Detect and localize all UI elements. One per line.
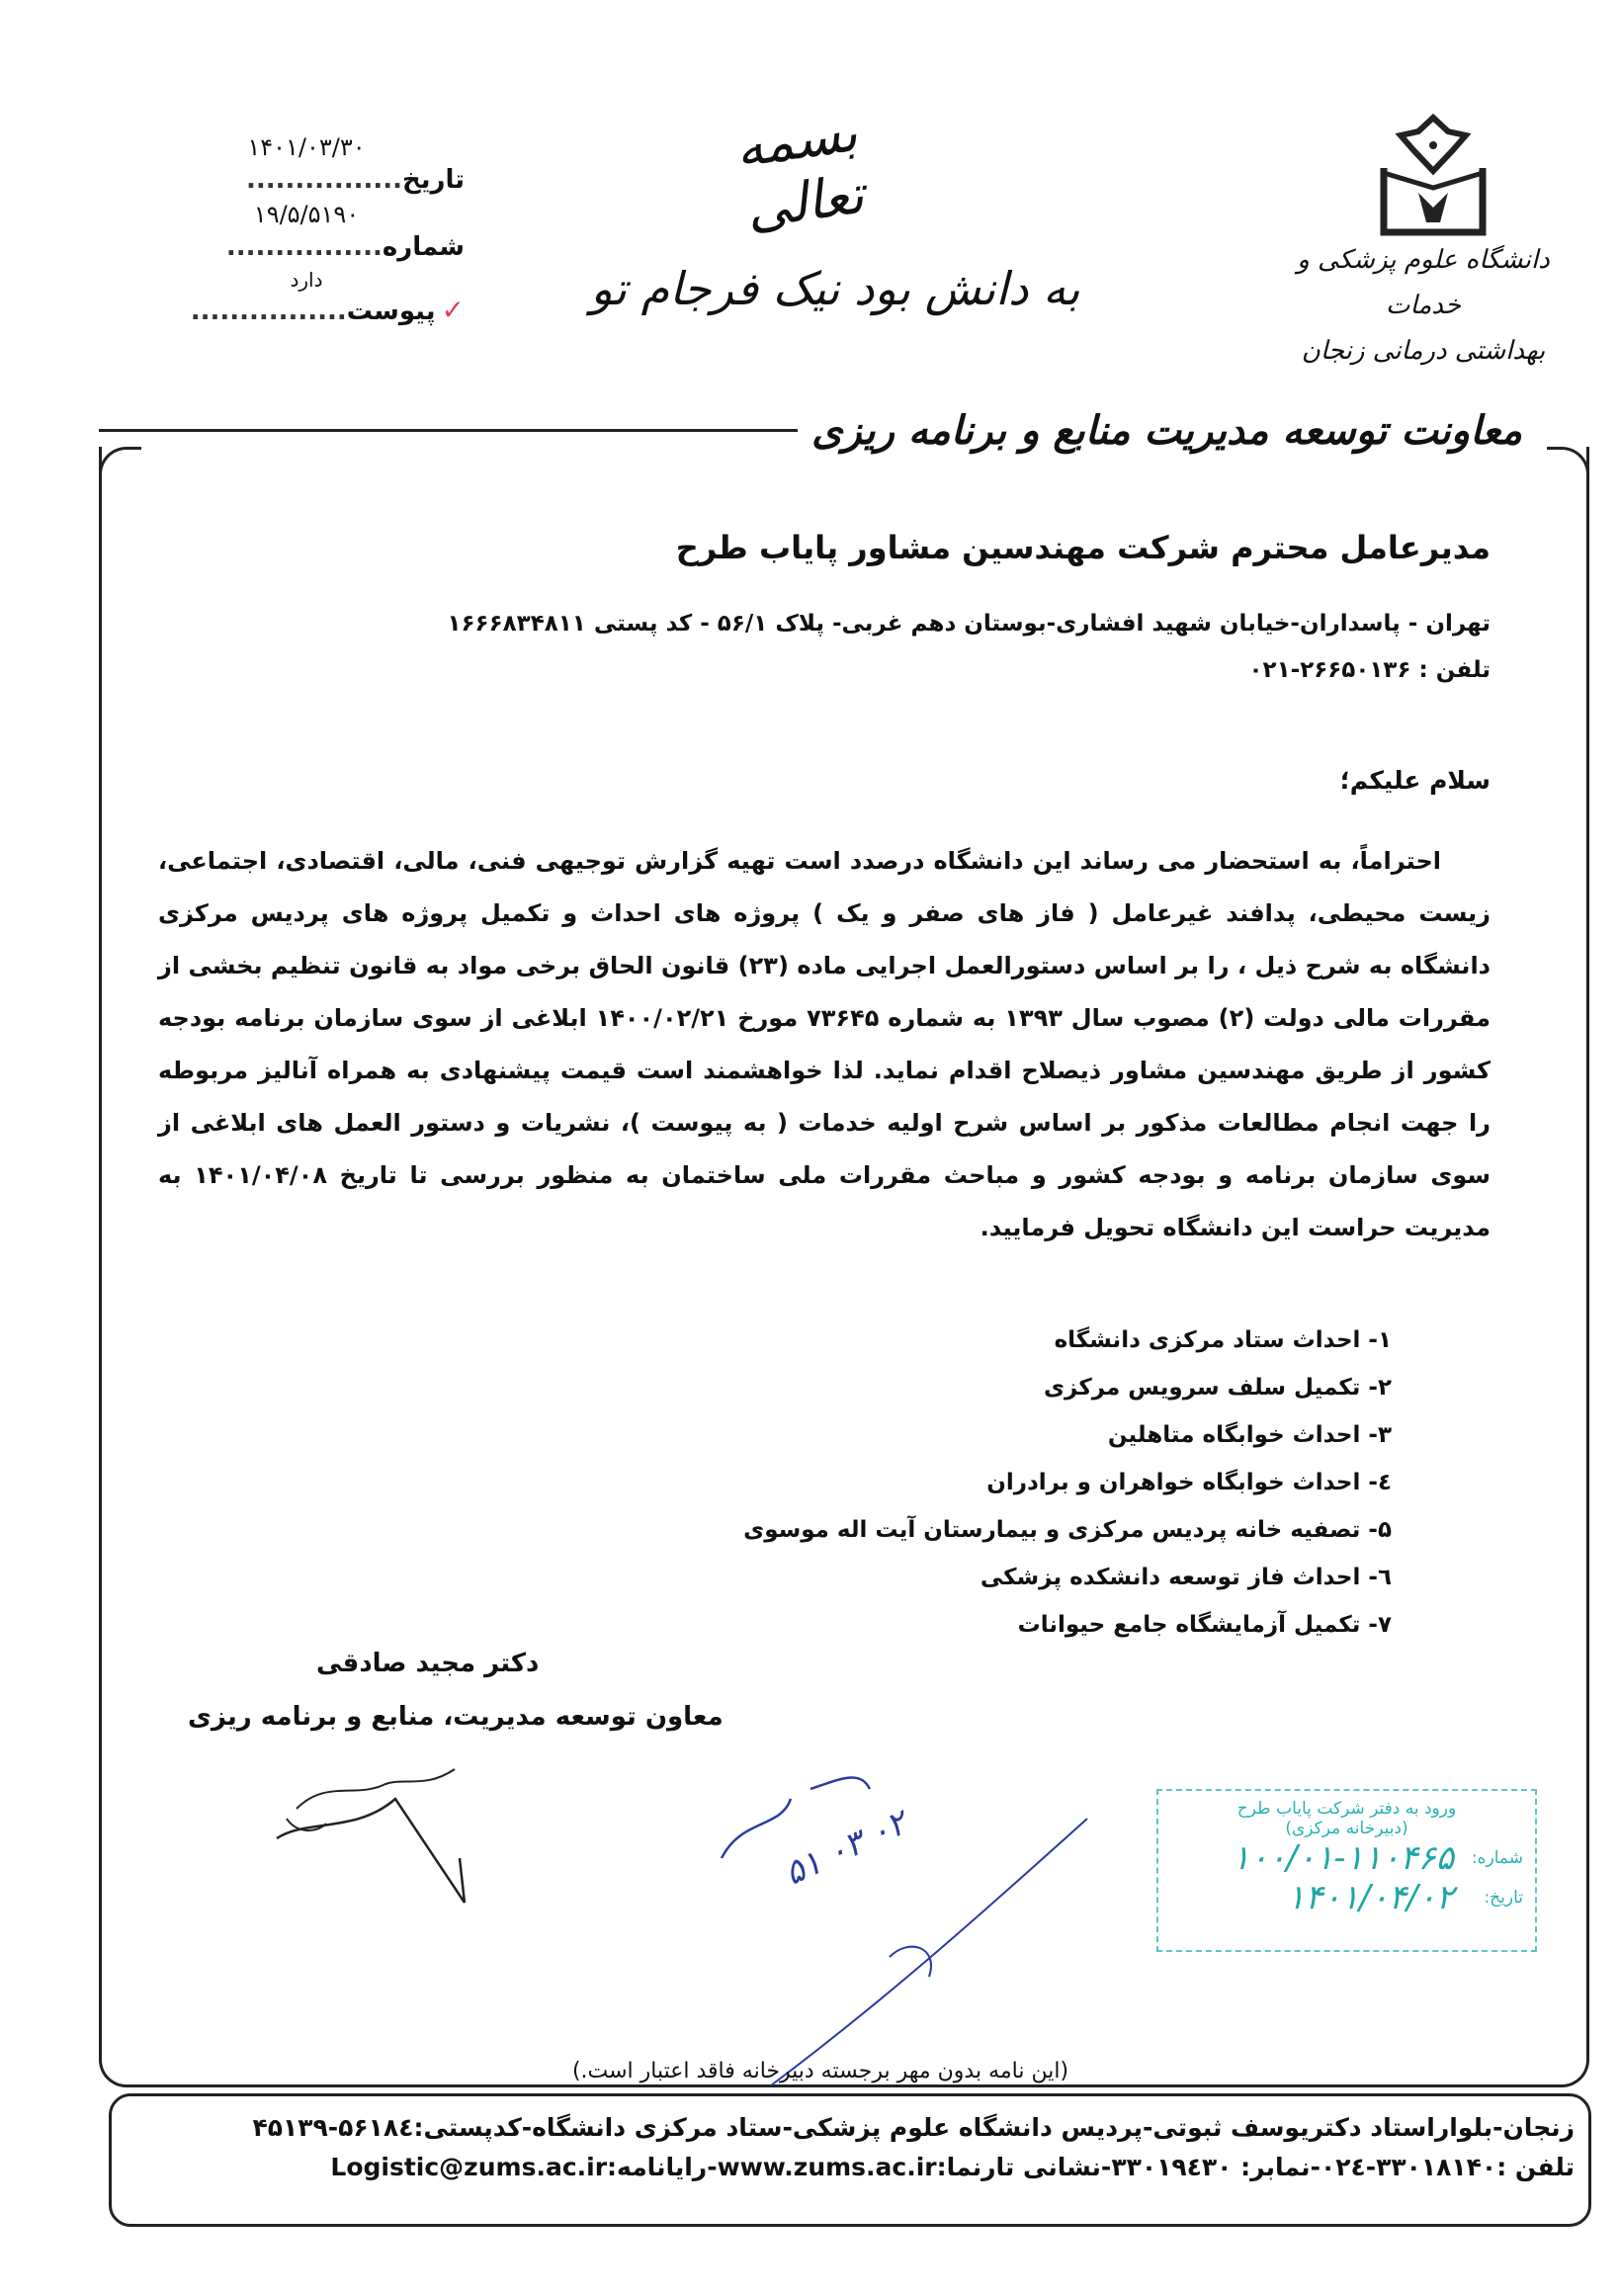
address: تهران - پاسداران-خیابان شهید افشاری-بوستان دهم غربی- پلاک ۵۶/۱ - کد پستی ۱۶۶۶۸۳۴۸۱۱: [447, 611, 1491, 637]
list-item: ٦- احداث فاز توسعه دانشکده پزشکی: [980, 1565, 1392, 1590]
number-value: ۱۹/۵/۵۱۹۰: [253, 201, 360, 228]
date-label: تاریخ: [402, 165, 465, 195]
checkmark-icon: ✓: [441, 294, 465, 326]
signer-title: معاون توسعه مدیریت، منابع و برنامه ریزی: [188, 1702, 724, 1732]
receipt-stamp: [1156, 1789, 1537, 1952]
stamp-title: ورود به دفتر شرکت پایاب طرح: [1236, 1799, 1457, 1819]
department-title: معاونت توسعه مدیریت منابع و برنامه ریزی: [811, 406, 1522, 454]
dots: ................: [245, 165, 402, 195]
dots: ................: [225, 232, 383, 262]
list-item: ۱- احداث ستاد مرکزی دانشگاه: [1054, 1327, 1392, 1353]
bismillah: بسمه تعالی: [731, 101, 868, 241]
date-value: ۱۴۰۱/۰۳/۳۰: [247, 133, 366, 161]
list-item: ۲- تکمیل سلف سرویس مرکزی: [1043, 1375, 1392, 1401]
list-item: ۷- تکمیل آزمایشگاه جامع حیوانات: [1017, 1612, 1392, 1638]
university-line-2: بهداشتی درمانی زنجان: [1301, 336, 1546, 366]
stamp-number-label: شماره:: [1471, 1848, 1523, 1868]
stamp-subtitle: (دبیرخانه مرکزی): [1285, 1819, 1408, 1838]
stamp-date-value: ۱۴۰۱/۰۴/۰۲: [1286, 1878, 1454, 1917]
divider: [99, 429, 798, 432]
footer-address: زنجان-بلواراستاد دکتریوسف ثبوتی-پردیس دانشگاه علوم پزشکی-ستاد مرکزی دانشگاه-کدپستی:۵۶۱۸٤-۴۵۱۳۹: [252, 2113, 1575, 2142]
university-logo-icon: [1379, 114, 1488, 242]
letter-meta: [148, 133, 465, 329]
dots: ................: [190, 297, 347, 326]
attachment-label: پیوست: [346, 297, 436, 326]
signature-icon: [267, 1740, 484, 1908]
stamp-date-label: تاریخ:: [1484, 1888, 1523, 1908]
footer-contact: [109, 2093, 1591, 2227]
handwritten-date: ۵۱ ۰۳ ۰۲: [778, 1803, 913, 1894]
project-list: [743, 1317, 1392, 1649]
salutation: سلام علیکم؛: [1339, 766, 1491, 795]
date-row: [148, 165, 465, 201]
phone: تلفن : ۲۶۶۵۰۱۳۶-۰۲۱: [1248, 657, 1491, 683]
stamp-number-value: ۱۰۰/۰۱-۱۱۰۴۶۵: [1232, 1838, 1454, 1878]
number-label: شماره: [382, 232, 465, 262]
validity-note: (این نامه بدون مهر برجسته دبیرخانه فاقد اعتبار است.): [571, 2059, 1069, 2083]
attachment-row: [148, 294, 465, 329]
university-name: [1275, 237, 1572, 374]
list-item: ۵- تصفیه خانه پردیس مرکزی و بیمارستان آیت اله موسوی: [743, 1517, 1392, 1543]
motto: به دانش بود نیک فرجام تو: [590, 262, 1080, 315]
university-line-1: دانشگاه علوم پزشکی و خدمات: [1297, 245, 1550, 320]
footer-contact-line: تلفن :۳۳۰۱۸۱۴۰-۰۲٤-نمابر: ۳۳۰۱۹٤۳۰-نشانی تارنما:www.zums.ac.ir-رایانامه:Logistic@zums.ac.ir: [330, 2153, 1575, 2181]
addressee: مدیرعامل محترم شرکت مهندسین مشاور پایاب طرح: [675, 529, 1491, 566]
number-row: [148, 232, 465, 268]
list-item: ۳- احداث خوابگاه متاهلین: [1107, 1422, 1392, 1448]
letter-body: احتراماً، به استحضار می رساند این دانشگاه درصدد است تهیه گزارش توجیهی فنی، مالی، اقتصادی، اجتماعی، زیست محیطی، پدافند غیرعامل ( فاز های صفر و یک ) پروژه های احداث و تکمیل پروژه های پردیس مرکزی دانشگاه به شرح ذیل ، را بر اساس دستورالعمل اجرایی ماده (۲۳) قانون الحاق برخی مواد به قانون تنظیم بخشی از مقررات مالی دولت (۲) مصوب سال ۱۳۹۳ به شماره ۷۳۶۴۵ مورخ ۱۴۰۰/۰۲/۲۱ ابلاغی از سوی سازمان برنامه بودجه کشور از طریق مهندسین مشاور ذیصلاح اقدام نماید. لذا خواهشمند است قیمت پیشنهادی به همراه آنالیز مربوطه را جهت انجام مطالعات مذکور بر اساس شرح اولیه خدمات ( به پیوست )، نشریات و دستور العمل های ابلاغی از سوی سازمان برنامه و بودجه کشور و مباحث مقررات ملی ساختمان به منظور بررسی تا تاریخ ۱۴۰۱/۰۴/۰۸ به مدیریت حراست این دانشگاه تحویل فرمایید.: [158, 847, 1491, 1241]
attachment-value: دارد: [290, 268, 323, 292]
list-item: ٤- احداث خوابگاه خواهران و برادران: [986, 1470, 1392, 1495]
signer-name: دکتر مجید صادقی: [316, 1649, 540, 1678]
